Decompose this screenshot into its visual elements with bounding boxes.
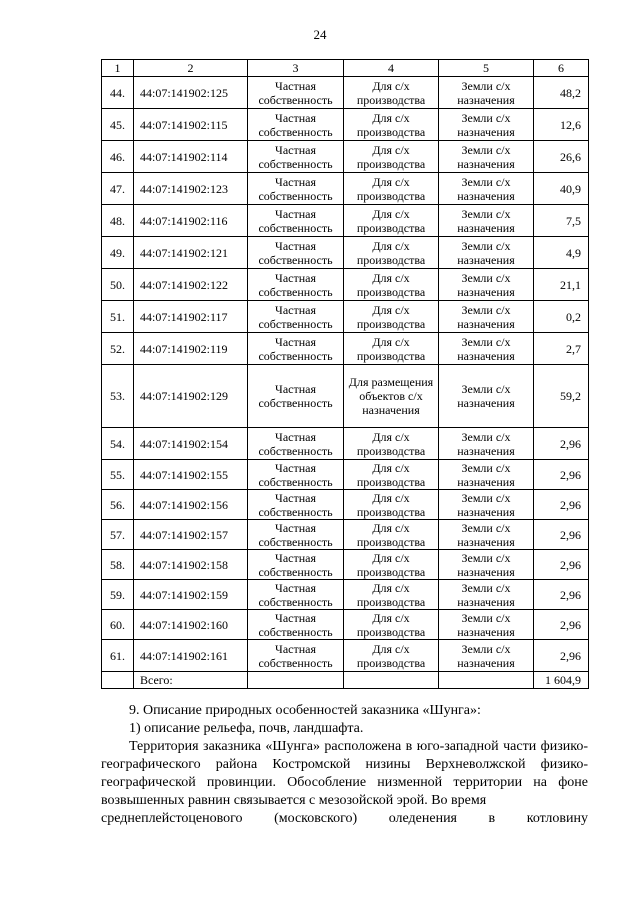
row-number: 51.: [102, 301, 134, 333]
permitted-use: Для с/х производства: [344, 269, 439, 301]
cadastral-number: 44:07:141902:116: [134, 205, 248, 237]
area-value: 26,6: [534, 141, 589, 173]
land-category: Земли с/х назначения: [439, 550, 534, 580]
cadastral-number: 44:07:141902:156: [134, 490, 248, 520]
area-value: 0,2: [534, 301, 589, 333]
land-category: Земли с/х назначения: [439, 269, 534, 301]
description-paragraph-continuation: среднеплейстоценового (московского) оледенения в котловину: [101, 811, 588, 826]
row-number: 59.: [102, 580, 134, 610]
land-category: Земли с/х назначения: [439, 428, 534, 460]
land-category: Земли с/х назначения: [439, 365, 534, 428]
row-number: 52.: [102, 333, 134, 365]
permitted-use: Для с/х производства: [344, 173, 439, 205]
permitted-use: Для с/х производства: [344, 428, 439, 460]
section-heading: 9. Описание природных особенностей заказника «Шунга»:: [129, 703, 481, 718]
area-value: 2,96: [534, 580, 589, 610]
total-value: 1 604,9: [534, 672, 589, 689]
area-value: 48,2: [534, 77, 589, 109]
area-value: 40,9: [534, 173, 589, 205]
cadastral-number: 44:07:141902:129: [134, 365, 248, 428]
permitted-use: Для с/х производства: [344, 109, 439, 141]
page-number: 24: [313, 27, 327, 42]
permitted-use: Для с/х производства: [344, 610, 439, 640]
permitted-use: Для с/х производства: [344, 580, 439, 610]
land-category: Земли с/х назначения: [439, 520, 534, 550]
cadastral-number: 44:07:141902:157: [134, 520, 248, 550]
table-row: [102, 173, 589, 205]
cadastral-number: 44:07:141902:125: [134, 77, 248, 109]
table-row: [102, 610, 589, 640]
table-row: [102, 460, 589, 490]
header-cell: 3: [248, 60, 344, 77]
empty-cell: [102, 672, 134, 689]
row-number: 54.: [102, 428, 134, 460]
ownership-type: Частная собственность: [248, 520, 344, 550]
ownership-type: Частная собственность: [248, 490, 344, 520]
row-number: 56.: [102, 490, 134, 520]
ownership-type: Частная собственность: [248, 173, 344, 205]
permitted-use: Для с/х производства: [344, 550, 439, 580]
land-category: Земли с/х назначения: [439, 237, 534, 269]
cadastral-number: 44:07:141902:117: [134, 301, 248, 333]
area-value: 7,5: [534, 205, 589, 237]
permitted-use: Для с/х производства: [344, 460, 439, 490]
area-value: 2,7: [534, 333, 589, 365]
area-value: 21,1: [534, 269, 589, 301]
land-category: Земли с/х назначения: [439, 490, 534, 520]
table-row: [102, 301, 589, 333]
permitted-use: Для с/х производства: [344, 333, 439, 365]
land-category: Земли с/х назначения: [439, 141, 534, 173]
area-value: 2,96: [534, 550, 589, 580]
row-number: 53.: [102, 365, 134, 428]
empty-cell: [248, 672, 344, 689]
ownership-type: Частная собственность: [248, 580, 344, 610]
cadastral-number: 44:07:141902:161: [134, 640, 248, 672]
row-number: 58.: [102, 550, 134, 580]
cadastral-number: 44:07:141902:159: [134, 580, 248, 610]
table-row: [102, 550, 589, 580]
area-value: 2,96: [534, 428, 589, 460]
permitted-use: Для с/х производства: [344, 77, 439, 109]
cadastral-number: 44:07:141902:155: [134, 460, 248, 490]
area-value: 2,96: [534, 610, 589, 640]
table-total-row: [102, 672, 589, 689]
land-category: Земли с/х назначения: [439, 333, 534, 365]
ownership-type: Частная собственность: [248, 77, 344, 109]
ownership-type: Частная собственность: [248, 333, 344, 365]
area-value: 59,2: [534, 365, 589, 428]
permitted-use: Для с/х производства: [344, 205, 439, 237]
description-paragraph: Территория заказника «Шунга» расположена в юго-западной части физико-географического района Костромской низины Верхневолжской физико-географической провинции. Обособление низменной территории на фоне возвышенных равнин связывается с мезозойской эрой. Во время: [101, 739, 588, 808]
cadastral-number: 44:07:141902:115: [134, 109, 248, 141]
body-text: [101, 702, 588, 828]
header-cell: 6: [534, 60, 589, 77]
subsection-title: 1) описание рельефа, почв, ландшафта.: [129, 721, 364, 736]
land-category: Земли с/х назначения: [439, 77, 534, 109]
permitted-use: Для с/х производства: [344, 141, 439, 173]
cadastral-number: 44:07:141902:121: [134, 237, 248, 269]
area-value: 4,9: [534, 237, 589, 269]
row-number: 55.: [102, 460, 134, 490]
land-category: Земли с/х назначения: [439, 580, 534, 610]
permitted-use: Для с/х производства: [344, 640, 439, 672]
ownership-type: Частная собственность: [248, 301, 344, 333]
empty-cell: [344, 672, 439, 689]
land-category: Земли с/х назначения: [439, 640, 534, 672]
ownership-type: Частная собственность: [248, 640, 344, 672]
table-row: [102, 205, 589, 237]
land-category: Земли с/х назначения: [439, 610, 534, 640]
cadastral-number: 44:07:141902:114: [134, 141, 248, 173]
table-row: [102, 520, 589, 550]
table-row: [102, 365, 589, 428]
ownership-type: Частная собственность: [248, 365, 344, 428]
empty-cell: [439, 672, 534, 689]
land-parcels-table: [101, 59, 589, 689]
table-row: [102, 580, 589, 610]
area-value: 2,96: [534, 520, 589, 550]
land-category: Земли с/х назначения: [439, 205, 534, 237]
area-value: 2,96: [534, 490, 589, 520]
header-cell: 4: [344, 60, 439, 77]
row-number: 46.: [102, 141, 134, 173]
ownership-type: Частная собственность: [248, 428, 344, 460]
header-cell: 5: [439, 60, 534, 77]
table-row: [102, 333, 589, 365]
row-number: 61.: [102, 640, 134, 672]
table-row: [102, 490, 589, 520]
row-number: 48.: [102, 205, 134, 237]
ownership-type: Частная собственность: [248, 460, 344, 490]
row-number: 44.: [102, 77, 134, 109]
table-row: [102, 428, 589, 460]
row-number: 50.: [102, 269, 134, 301]
header-cell: 1: [102, 60, 134, 77]
area-value: 12,6: [534, 109, 589, 141]
area-value: 2,96: [534, 460, 589, 490]
ownership-type: Частная собственность: [248, 550, 344, 580]
row-number: 57.: [102, 520, 134, 550]
table-row: [102, 269, 589, 301]
cadastral-number: 44:07:141902:160: [134, 610, 248, 640]
table-row: [102, 77, 589, 109]
ownership-type: Частная собственность: [248, 610, 344, 640]
land-category: Земли с/х назначения: [439, 109, 534, 141]
permitted-use: Для с/х производства: [344, 237, 439, 269]
permitted-use: Для с/х производства: [344, 490, 439, 520]
header-cell: 2: [134, 60, 248, 77]
ownership-type: Частная собственность: [248, 237, 344, 269]
ownership-type: Частная собственность: [248, 205, 344, 237]
row-number: 47.: [102, 173, 134, 205]
row-number: 60.: [102, 610, 134, 640]
land-category: Земли с/х назначения: [439, 173, 534, 205]
land-category: Земли с/х назначения: [439, 460, 534, 490]
ownership-type: Частная собственность: [248, 141, 344, 173]
permitted-use: Для размещения объектов с/х назначения: [344, 365, 439, 428]
cadastral-number: 44:07:141902:122: [134, 269, 248, 301]
table-header-row: [102, 60, 589, 77]
table-row: [102, 237, 589, 269]
total-label: Всего:: [134, 672, 248, 689]
table-row: [102, 141, 589, 173]
cadastral-number: 44:07:141902:158: [134, 550, 248, 580]
row-number: 49.: [102, 237, 134, 269]
ownership-type: Частная собственность: [248, 109, 344, 141]
ownership-type: Частная собственность: [248, 269, 344, 301]
cadastral-number: 44:07:141902:154: [134, 428, 248, 460]
table-row: [102, 109, 589, 141]
cadastral-number: 44:07:141902:123: [134, 173, 248, 205]
row-number: 45.: [102, 109, 134, 141]
land-category: Земли с/х назначения: [439, 301, 534, 333]
cadastral-number: 44:07:141902:119: [134, 333, 248, 365]
table-row: [102, 640, 589, 672]
permitted-use: Для с/х производства: [344, 301, 439, 333]
area-value: 2,96: [534, 640, 589, 672]
permitted-use: Для с/х производства: [344, 520, 439, 550]
